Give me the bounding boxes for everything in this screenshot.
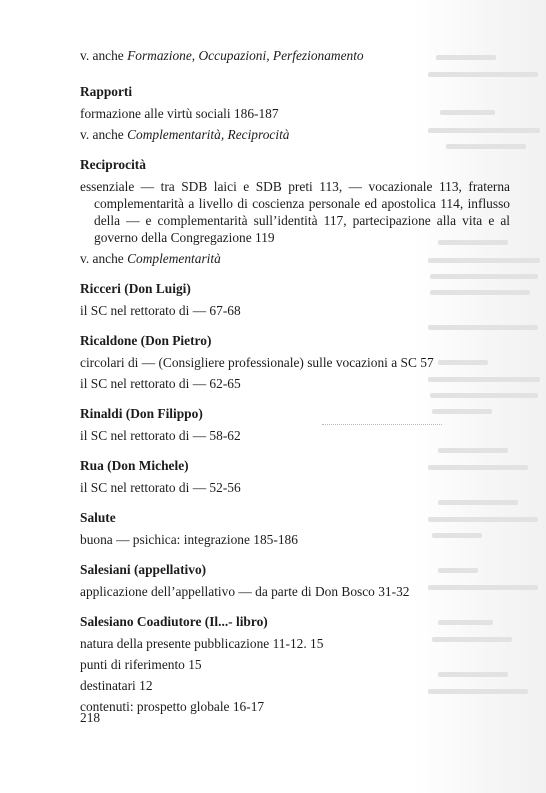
- subentry: natura della presente pubblicazione 11-12. 15: [80, 636, 324, 651]
- index-entry-salesiani: [80, 561, 510, 600]
- subentry: applicazione dell’appellativo — da parte di Don Bosco 31-32: [80, 584, 410, 599]
- index-entry-reciprocita: [80, 156, 510, 267]
- see-also-prefix: v. anche: [80, 251, 128, 266]
- entry-heading: Rinaldi (Don Filippo): [80, 406, 203, 421]
- intro-see-also: [80, 47, 510, 64]
- page-number: 218: [80, 710, 101, 725]
- subentry: punti di riferimento 15: [80, 657, 202, 672]
- entry-heading: Reciprocità: [80, 157, 146, 172]
- entry-heading: Ricaldone (Don Pietro): [80, 333, 212, 348]
- entry-heading: Rapporti: [80, 84, 133, 99]
- index-entry-ricceri: [80, 280, 510, 319]
- subentry: contenuti: prospetto globale 16-17: [80, 699, 265, 714]
- see-also-refs: Complementarità, Reciprocità: [127, 127, 290, 142]
- entry-heading: Salesiani (appellativo): [80, 562, 207, 577]
- subentry: il SC nel rettorato di — 58-62: [80, 428, 241, 443]
- subentry: buona — psichica: integrazione 185-186: [80, 532, 298, 547]
- subentry: il SC nel rettorato di — 62-65: [80, 376, 241, 391]
- see-also: [80, 126, 510, 143]
- index-entry-salute: [80, 509, 510, 548]
- subentry-paragraph: essenziale — tra SDB laici e SDB preti 113, — vocazionale 113, fraterna complementarità a livello di coscienza personale ed apostolica 114, influsso della — e complementarità sull’identità 117, partecipazione alla vita e al governo della Congregazione 119: [80, 179, 510, 245]
- index-entry-rinaldi: [80, 405, 510, 444]
- entry-heading: Salesiano Coadiutore (Il...- libro): [80, 614, 268, 629]
- subentry: formazione alle virtù sociali 186-187: [80, 106, 279, 121]
- subentry: circolari di — (Consigliere professionale) sulle vocazioni a SC 57: [80, 355, 434, 370]
- subentry: il SC nel rettorato di — 52-56: [80, 480, 241, 495]
- index-entry-salesiano-coadiutore: [80, 613, 510, 715]
- see-also-refs: Complementarità: [127, 251, 221, 266]
- entry-heading: Ricceri (Don Luigi): [80, 281, 191, 296]
- index-content: [80, 47, 510, 719]
- subentry: il SC nel rettorato di — 67-68: [80, 303, 241, 318]
- index-entry-ricaldone: [80, 332, 510, 392]
- index-entry-rua: [80, 457, 510, 496]
- index-entry-rapporti: [80, 83, 510, 143]
- intro-see-also-prefix: v. anche: [80, 48, 128, 63]
- entry-heading: Rua (Don Michele): [80, 458, 189, 473]
- see-also-prefix: v. anche: [80, 127, 128, 142]
- see-also: [80, 250, 510, 267]
- intro-see-also-refs: Formazione, Occupazioni, Perfezionamento: [127, 48, 364, 63]
- subentry: destinatari 12: [80, 678, 153, 693]
- entry-heading: Salute: [80, 510, 116, 525]
